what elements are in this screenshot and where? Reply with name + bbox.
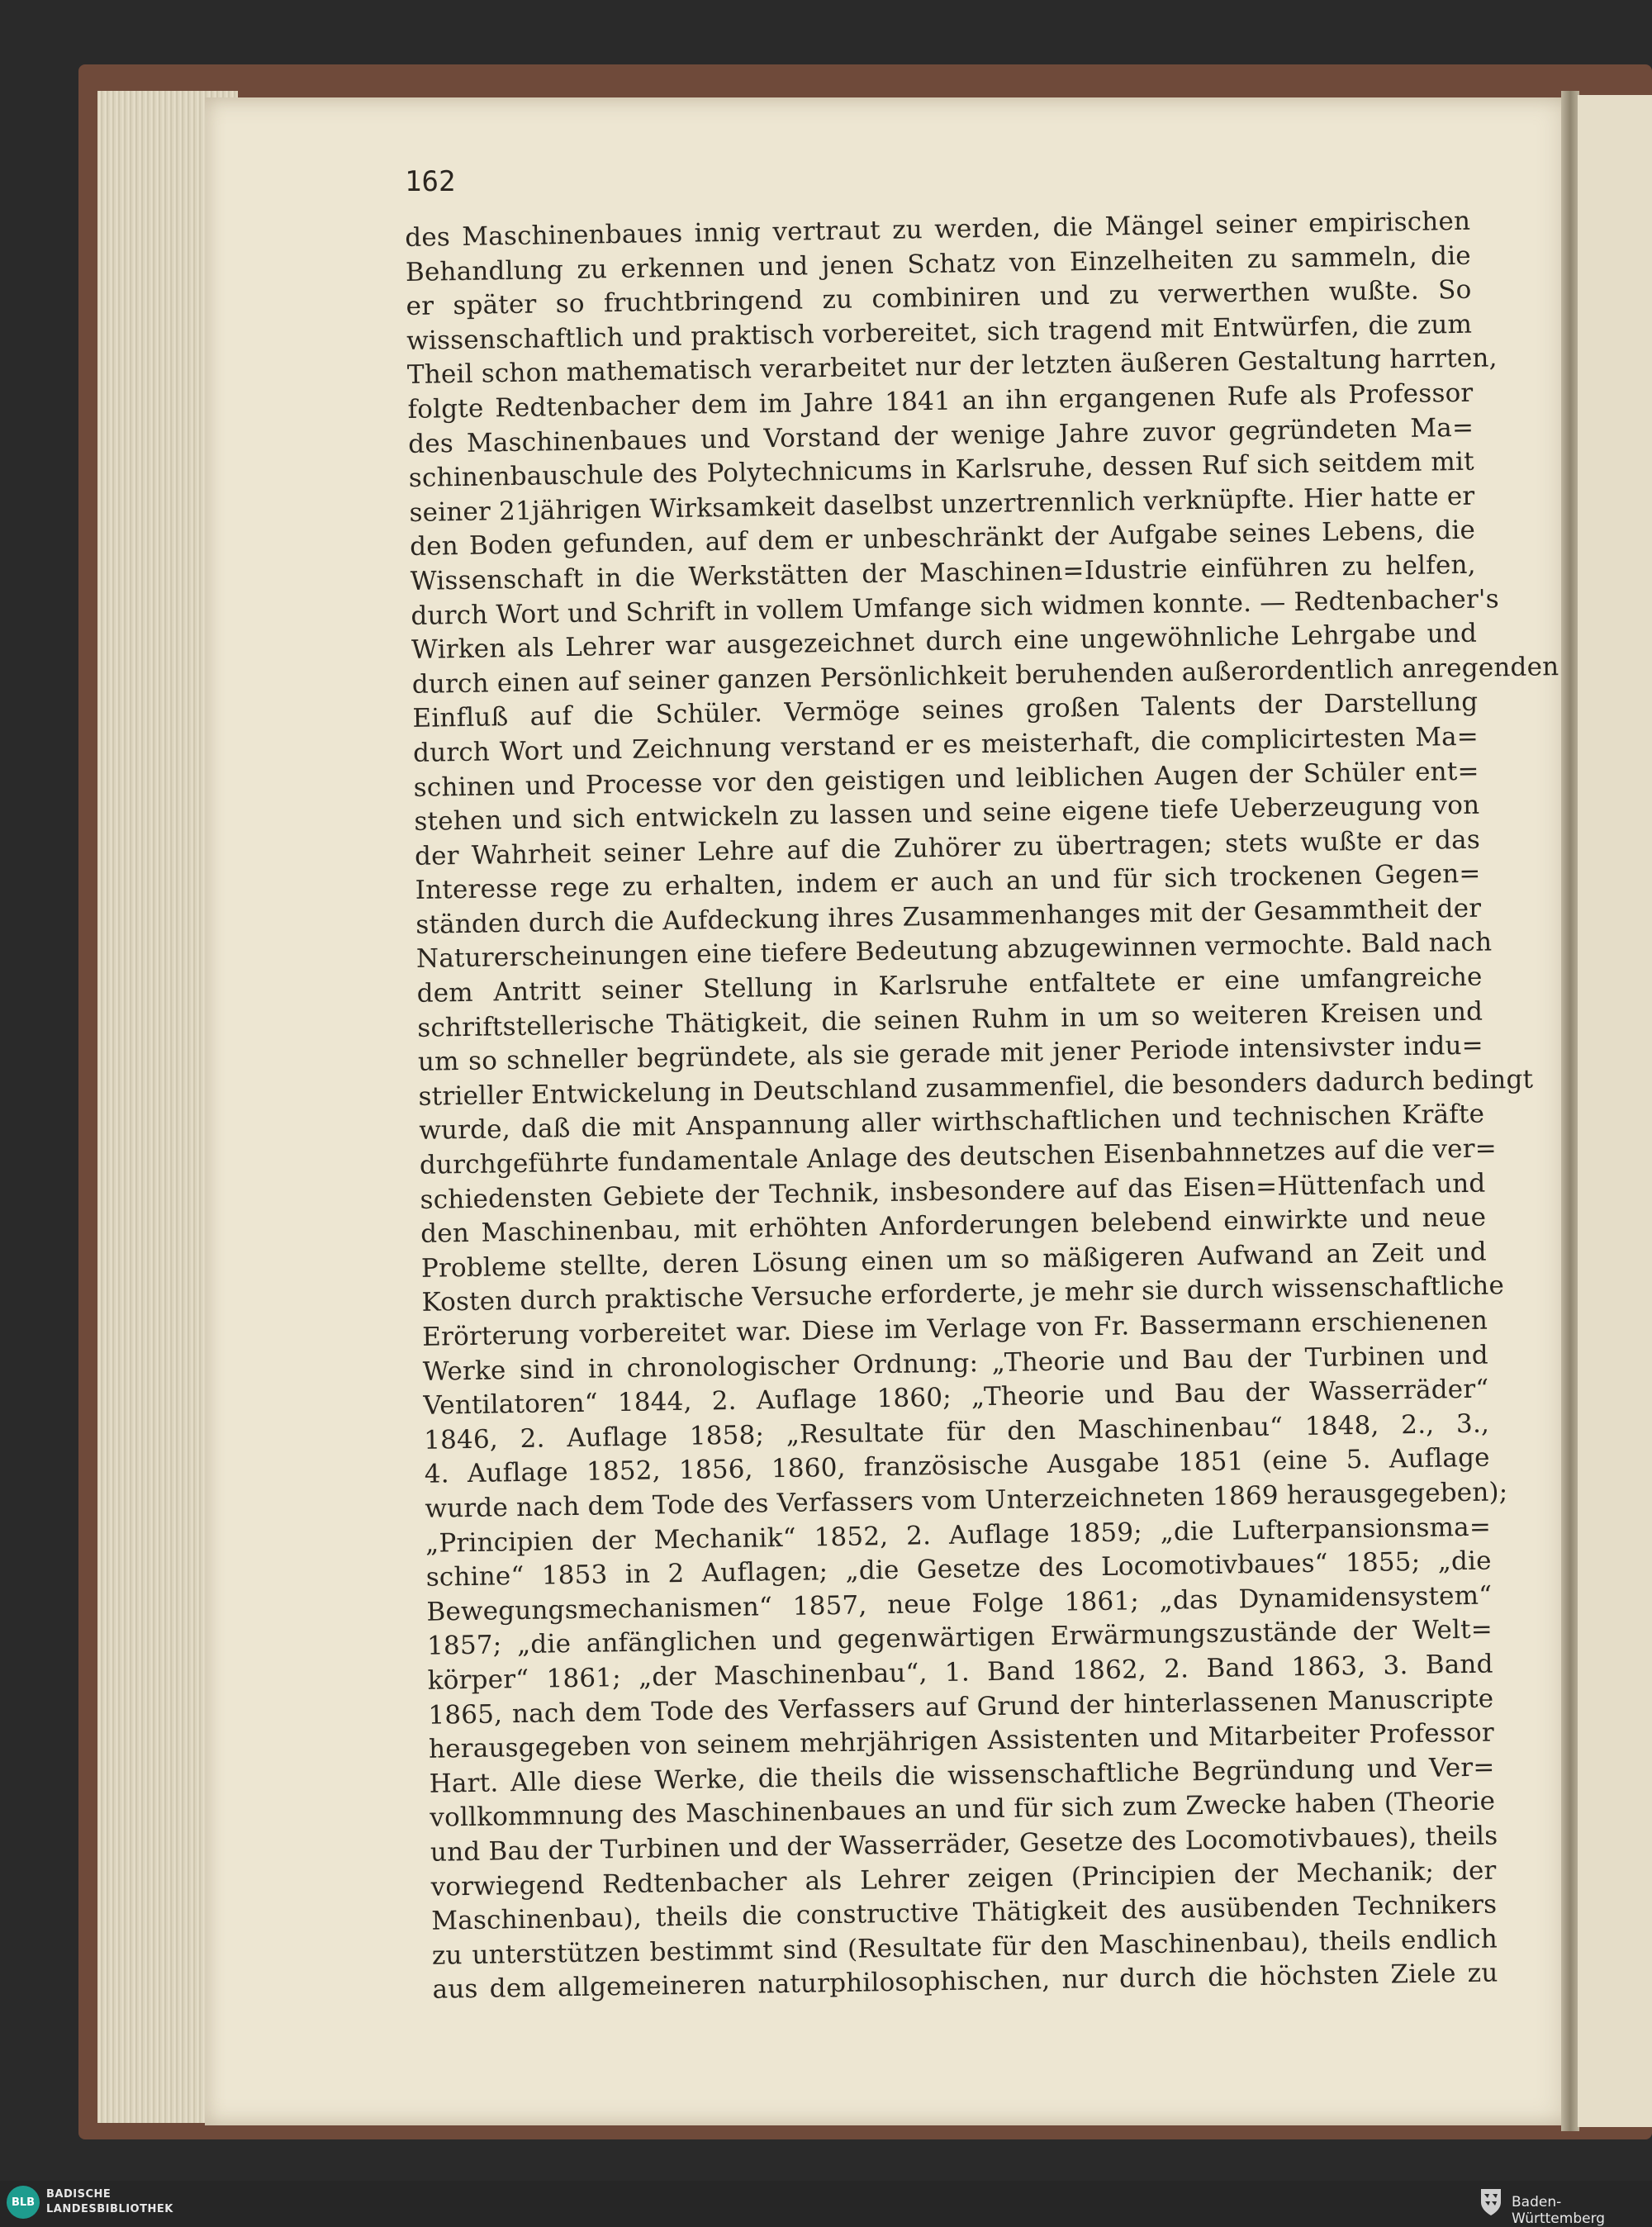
text-line: Interesse rege zu erhalten, indem er auch an und für sich trockenen Gegen= (415, 858, 1481, 906)
text-line: Theil schon mathematisch verarbeitet nur der letzten äußeren Gestaltung harrten, (406, 343, 1498, 391)
library-name-line1: BADISCHE (46, 2188, 112, 2201)
text-line: wurde nach dem Tode des Verfassers vom Unterzeichneten 1869 herausgegeben); (425, 1477, 1508, 1524)
text-line: Werke sind in chronologischer Ordnung: „Theorie und Bau der Turbinen und (422, 1340, 1488, 1387)
text-line: durch einen auf seiner ganzen Persönlichkeit beruhenden außerordentlich anregenden (411, 651, 1559, 700)
text-line: den Boden gefunden, auf dem er unbeschränkt der Aufgabe seines Lebens, die (409, 515, 1476, 563)
text-line: seiner 21jährigen Wirksamkeit daselbst unzertrennlich verknüpfte. Hier hatte er (409, 481, 1475, 528)
text-line: schine“ 1853 in 2 Auflagen; „die Gesetze des Locomotivbaues“ 1855; „die (425, 1546, 1492, 1593)
text-line: er später so fruchtbringend zu combiniren und zu verwerthen wußte. So (406, 274, 1472, 322)
blb-logo-icon[interactable]: BLB (7, 2186, 40, 2219)
text-line: Kosten durch praktische Versuche erforderte, je mehr sie durch wissenschaftliche (421, 1270, 1505, 1318)
text-line: ständen durch die Aufdeckung ihres Zusammenhanges mit der Gesammtheit der (415, 893, 1482, 940)
text-line: vollkommnung des Maschinenbaues an und für sich zum Zwecke haben (Theorie (430, 1786, 1496, 1834)
text-line: 4. Auflage 1852, 1856, 1860, französische Ausgabe 1851 (eine 5. Auflage (424, 1442, 1490, 1490)
text-line: Behandlung zu erkennen und jenen Schatz von Einzelheiten zu sammeln, die (405, 240, 1472, 287)
text-line: körper“ 1861; „der Maschinenbau“, 1. Band 1862, 2. Band 1863, 3. Band (427, 1649, 1493, 1696)
text-line: um so schneller begründete, als sie gerade mit jener Periode intensivster indu= (417, 1030, 1484, 1078)
text-line: folgte Redtenbacher dem im Jahre 1841 an ihn ergangenen Rufe als Professor (407, 377, 1474, 425)
book-gutter (1561, 91, 1579, 2131)
text-line: Erörterung vorbereitet war. Diese im Verlage von Fr. Bassermann erschienenen (421, 1305, 1488, 1352)
text-line: schinen und Processe vor den geistigen und leiblichen Augen der Schüler ent= (413, 756, 1479, 803)
text-line: schriftstellerische Thätigkeit, die seinen Ruhm in um so weiteren Kreisen und (417, 996, 1483, 1043)
text-line: vorwiegend Redtenbacher als Lehrer zeigen (Principien der Mechanik; der (430, 1854, 1497, 1902)
text-line: Maschinenbau), theils die constructive Thätigkeit des ausübenden Technikers (431, 1889, 1498, 1936)
text-line: Naturerscheinungen eine tiefere Bedeutung abzugewinnen vermochte. Bald nach (415, 927, 1493, 975)
text-line: 1865, nach dem Tode des Verfassers auf Grund der hinterlassenen Manuscripte (428, 1683, 1494, 1731)
text-line: aus dem allgemeineren naturphilosophischen, nur durch die höchsten Ziele zu (432, 1958, 1498, 2006)
text-line: 1846, 2. Auflage 1858; „Resultate für den Maschinenbau“ 1848, 2., 3., (423, 1408, 1490, 1455)
text-line: wissenschaftlich und praktisch vorbereitet, sich tragend mit Entwürfen, die zum (406, 309, 1473, 356)
text-line: dem Antritt seiner Stellung in Karlsruhe entfaltete er eine umfangreiche (416, 962, 1483, 1009)
text-line: herausgegeben von seinem mehrjährigen Assistenten und Mitarbeiter Professor (428, 1717, 1495, 1764)
text-line: Hart. Alle diese Werke, die theils die wissenschaftliche Begründung und Ver= (429, 1752, 1495, 1799)
library-name-line2: LANDESBIBLIOTHEK (46, 2203, 173, 2215)
text-line: des Maschinenbaues innig vertraut zu werden, die Mängel seiner empirischen (405, 206, 1471, 253)
text-line: schinenbauschule des Polytechnicums in Karlsruhe, dessen Ruf sich seitdem mit (408, 446, 1475, 494)
text-line: und Bau der Turbinen und der Wasserräder, Gesetze des Locomotivbaues), theils (430, 1821, 1498, 1868)
text-line: des Maschinenbaues und Vorstand der wenige Jahre zuvor gegründeten Ma= (407, 412, 1474, 459)
text-line: Wirken als Lehrer war ausgezeichnet durch eine ungewöhnliche Lehrgabe und (411, 618, 1478, 666)
body-text (405, 205, 1559, 2008)
text-line: Ventilatoren“ 1844, 2. Auflage 1860; „Theorie und Bau der Wasserräder“ (423, 1374, 1489, 1422)
text-line: den Maschinenbau, mit erhöhten Anforderungen belebend einwirkte und neue (420, 1202, 1487, 1250)
text-line: Bewegungsmechanismen“ 1857, neue Folge 1861; „das Dynamidensystem“ (426, 1580, 1493, 1627)
text-line: Einfluß auf die Schüler. Vermöge seines großen Talents der Darstellung (412, 686, 1479, 734)
state-crest-icon (1479, 2187, 1503, 2217)
text-line: wurde, daß die mit Anspannung aller wirthschaftlichen und technischen Kräfte (419, 1099, 1485, 1147)
text-line: schiedensten Gebiete der Technik, insbesondere auf das Eisen=Hüttenfach und (420, 1168, 1486, 1215)
text-line: 1857; „die anfänglichen und gegenwärtigen Erwärmungszustände der Welt= (426, 1614, 1493, 1662)
text-line: durch Wort und Schrift in vollem Umfange sich widmen konnte. — Redtenbacher's (411, 583, 1500, 631)
text-line: stehen und sich entwickeln zu lassen und seine eigene tiefe Ueberzeugung von (414, 790, 1480, 838)
text-line: zu unterstützen bestimmt sind (Resultate für den Maschinenbau), theils endlich (431, 1924, 1498, 1971)
text-line: Probleme stellte, deren Lösung einen um so mäßigeren Aufwand an Zeit und (420, 1237, 1488, 1284)
library-name[interactable] (46, 2187, 173, 2217)
text-line: durchgeführte fundamentale Anlage des deutschen Eisenbahnnetzes auf die ver= (419, 1133, 1498, 1180)
text-line: strieller Entwickelung in Deutschland zusammenfiel, die besonders dadurch bedingt (418, 1064, 1534, 1112)
facing-page-edge (1578, 95, 1652, 2127)
text-line: Wissenschaft in die Werkstätten der Maschinen=Idustrie einführen zu helfen, (410, 549, 1476, 596)
page-number: 162 (405, 165, 456, 198)
footer-bar (0, 2181, 1652, 2227)
text-line: durch Wort und Zeichnung verstand er es meisterhaft, die complicirtesten Ma= (412, 721, 1479, 768)
text-line: „Principien der Mechanik“ 1852, 2. Auflage 1859; „die Lufterpansionsma= (425, 1512, 1492, 1559)
text-line: der Wahrheit seiner Lehre auf die Zuhörer zu übertragen; stets wußte er das (414, 824, 1481, 871)
state-name[interactable]: Baden-Württemberg (1512, 2194, 1606, 2227)
